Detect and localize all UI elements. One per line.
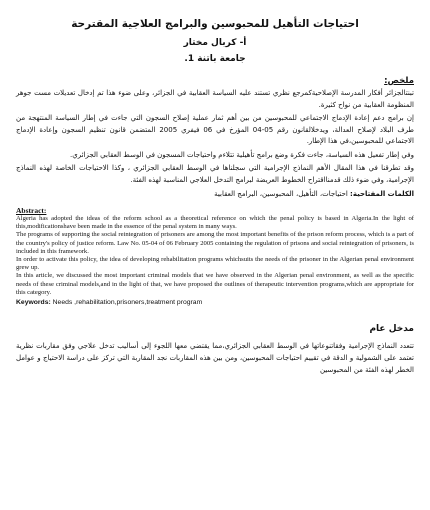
introduction-paragraph: تتعدد النماذج الإجرامية وفقاتنوعاتها في الوسط العقابي الجزائري،مما يقتضي معها اللجوء إلى أساليب تدخل علاجي وفق مقاربات نظرية تعتمد على الشمولية و الدقة في تقييم احتياجات المحبوسين، ومن بين هذه المقاربات نجد المقاربة التي تركز على دراسة الاحتياج و عوامل الخطر لهذه الفئة من المحبوسين (16, 342, 414, 375)
author-affiliation: جامعة باتنة 1. (184, 54, 246, 64)
english-keywords-label: Keywords: (16, 299, 51, 307)
arabic-keywords-list: احتياجات، التأهيل، المحبوسين، البرامج العقابية (214, 190, 348, 198)
english-abstract (16, 206, 414, 306)
arabic-abstract-paragraph: وقد تطرقنا في هذا المقال الأهم النماذج الإجرامية التي سجلناها في الوسط العقابي الجزائري ، وكذا الاحتياجات الخاصة لهذه النماذج الإجرامية، وفي ضوء ذلك قدمنااقتراح الخطوط العريضة لبرامج التدخل العلاجي المناسبة لهذه الفئة. (16, 164, 414, 184)
arabic-abstract-paragraph: وفي إطار تفعيل هذه السياسة، جاءت فكرة وضع برامج تأهيلية تتلاءم واحتياجات المسجون في الوسط العقابي الجزائري. (70, 150, 414, 159)
arabic-keywords-label: الكلمات المفتاحية: (350, 190, 414, 198)
english-abstract-paragraph: The programs of supporting the social reintegration of prisoners are among the most important benefits of the prison reform process, which is a part of the country's policy of justice reform. Law No. 05-04 of 06 February 2005 containing the regulation of prisons and social reintegration of prisoners, is included in this framework. (16, 231, 414, 255)
introduction-section (16, 324, 414, 376)
arabic-abstract-paragraph: إن برامج دعم إعادة الإدماج الاجتماعي للمحبوسين من بين أهم ثمار عملية إصلاح السجون التي جاءت في إطار السياسة المنتهجة من طرف البلاد لإصلاح العدالة، ويدخلالقانون رقم 05-04 المؤرخ في 06 فيفري 2005 المتضمن قانون تنظيم السجون وإعادة الإدماج الاجتماعي للمحبوسين،في هذا الإطار. (16, 114, 415, 145)
author-name: أ- كربال مختار (183, 38, 247, 48)
arabic-abstract-paragraph: تبنتالجزائر أفكار المدرسة الإصلاحيةكمرجع نظري تستند عليه السياسة العقابية في الجزائر، وعلى ضوء هذا تم إدخال تعديلات مست جوهر المنظومة العقابية من نواح كثيرة. (16, 89, 414, 109)
english-keywords-list: Needs ,rehabilitation,prisoners,treatment program (52, 299, 203, 307)
english-abstract-paragraph: Algeria has adopted the ideas of the reform school as a theoretical reference on which the penal policy is based in Algeria.In the light of this,modificationshave been made in the essence of the penal system in many ways. (16, 215, 414, 231)
english-keywords (16, 299, 414, 306)
english-abstract-paragraph: In order to activate this policy, the idea of developing rehabilitation programs whichsuits the needs of the prisoner in the Algerian penal environment grew up. (16, 256, 414, 272)
arabic-abstract (16, 76, 414, 198)
arabic-abstract-heading: ملخص: (384, 76, 414, 86)
english-abstract-heading: Abstract: (16, 206, 47, 215)
paper-title: احتياجات التأهيل للمحبوسين والبرامج العلاجية المقترحة (71, 18, 359, 30)
english-abstract-paragraph: In this article, we discussed the most important criminal models that we have observed in the Algerian penal environment, as well as the specific needs of these criminal models,and in the light of that, we have proposed the outlines of therapeutic intervention programs,which are appropriate for this category. (16, 272, 414, 296)
introduction-heading: مدخل عام (369, 324, 414, 335)
arabic-keywords (16, 190, 414, 198)
